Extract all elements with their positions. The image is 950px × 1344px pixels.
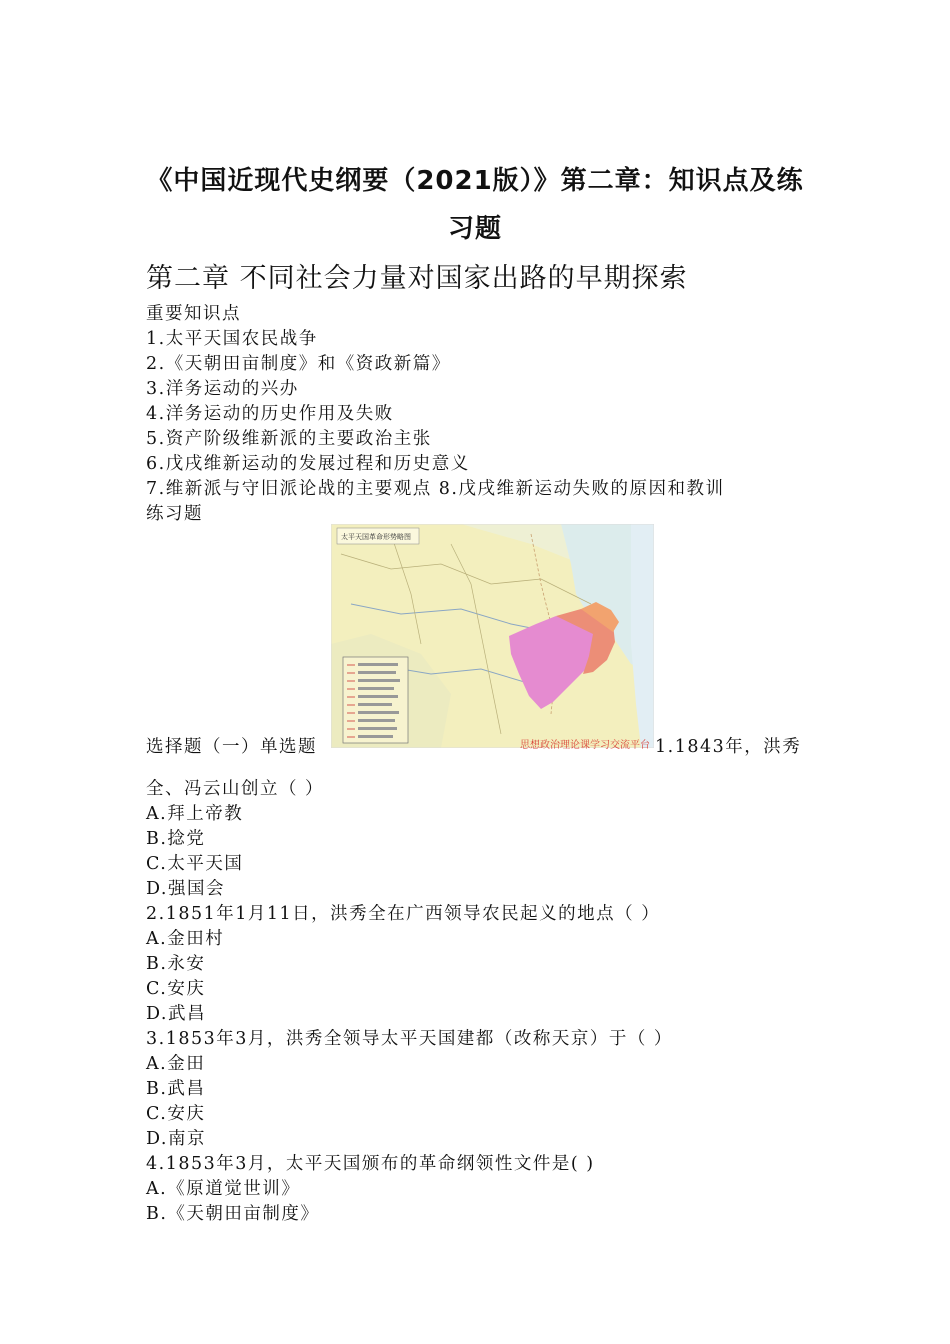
answer-option: C.太平天国 (146, 854, 244, 874)
key-point-item: 2.《天朝田亩制度》和《资政新篇》 (146, 354, 451, 374)
answer-option: A.金田村 (146, 929, 225, 949)
historical-map-image (331, 524, 654, 748)
section-heading: 选择题（一）单选题 (146, 737, 317, 757)
answer-option: C.安庆 (146, 1104, 206, 1124)
question-stem: 2.1851年1月11日，洪秀全在广西领导农民起义的地点（ ） (146, 904, 661, 924)
key-point-item: 5.资产阶级维新派的主要政治主张 (146, 429, 432, 449)
answer-option: A.金田 (146, 1054, 206, 1074)
answer-option: B.《天朝田亩制度》 (146, 1204, 320, 1224)
answer-option: A.《原道觉世训》 (146, 1179, 301, 1199)
exercises-heading: 练习题 (146, 504, 203, 524)
chapter-heading: 第二章 不同社会力量对国家出路的早期探索 (146, 263, 688, 294)
answer-option: A.拜上帝教 (146, 804, 244, 824)
key-point-item: 6.戊戌维新运动的发展过程和历史意义 (146, 454, 470, 474)
question-stem: 全、冯云山创立（ ） (146, 779, 325, 799)
key-point-item: 1.太平天国农民战争 (146, 329, 318, 349)
question-stem: 3.1853年3月，洪秀全领导太平天国建都（改称天京）于（ ） (146, 1029, 673, 1049)
document-title-line-2: 习题 (447, 214, 502, 244)
answer-option: B.永安 (146, 954, 206, 974)
answer-option: D.武昌 (146, 1004, 206, 1024)
question-stem: 4.1853年3月，太平天国颁布的革命纲领性文件是( ) (146, 1154, 595, 1174)
map-title: 太平天国革命形势略图 (341, 533, 411, 541)
answer-option: B.捻党 (146, 829, 206, 849)
key-point-item: 7.维新派与守旧派论战的主要观点 8.戊戌维新运动失败的原因和教训 (146, 479, 725, 499)
key-point-item: 4.洋务运动的历史作用及失败 (146, 404, 394, 424)
key-point-item: 3.洋务运动的兴办 (146, 379, 299, 399)
map-watermark: 思想政治理论课学习交流平台 (520, 740, 650, 751)
answer-option: D.南京 (146, 1129, 206, 1149)
question-1-start: 1.1843年，洪秀 (655, 737, 802, 757)
document-title-line-1: 《中国近现代史纲要（2021版）》第二章：知识点及练 (146, 166, 804, 196)
key-points-heading: 重要知识点 (146, 304, 241, 324)
answer-option: B.武昌 (146, 1079, 206, 1099)
answer-option: D.强国会 (146, 879, 225, 899)
answer-option: C.安庆 (146, 979, 206, 999)
